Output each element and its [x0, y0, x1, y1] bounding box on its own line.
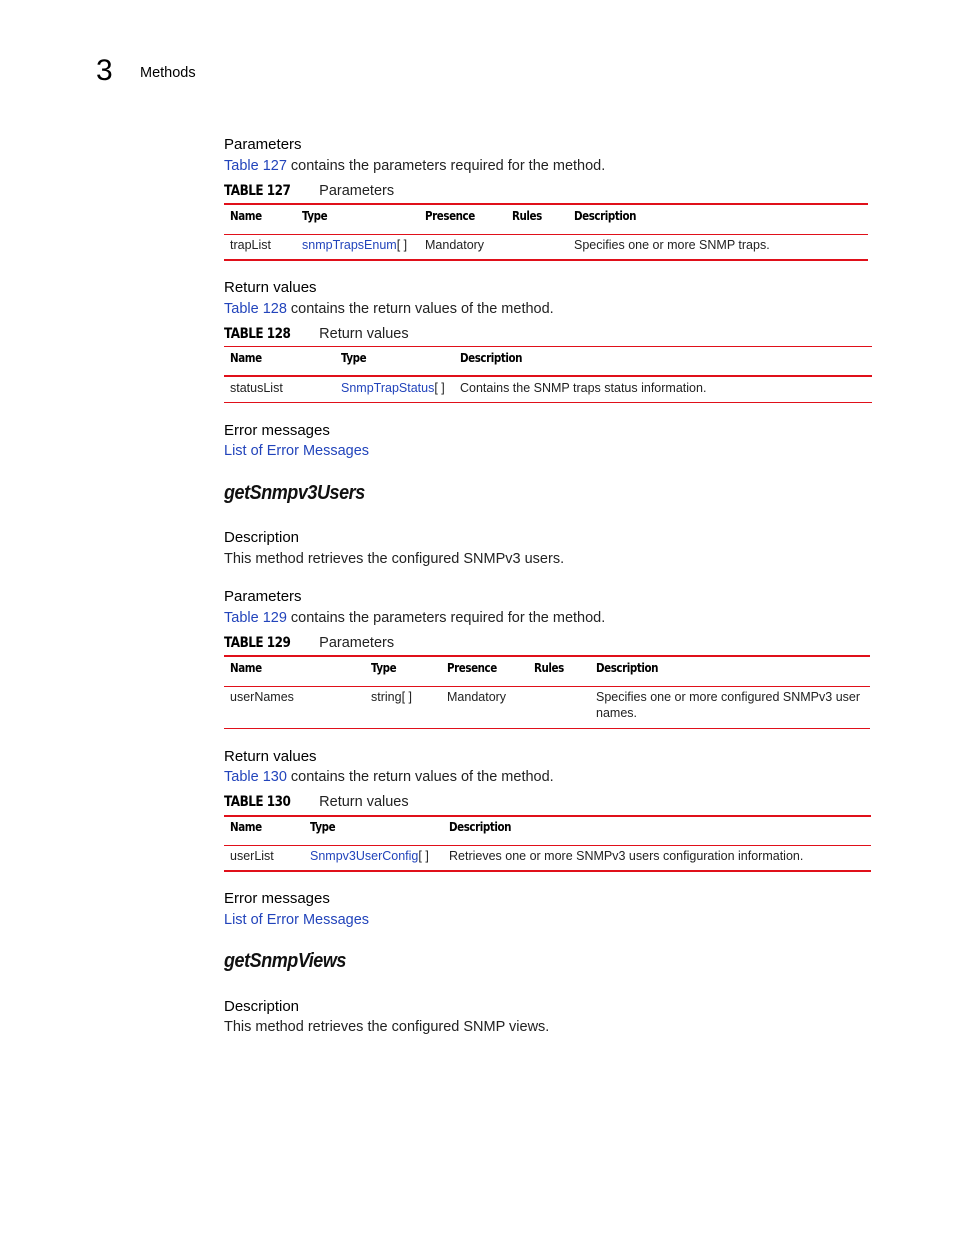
table-130 [224, 815, 871, 873]
table-cell-name: userList [230, 849, 274, 863]
table-cell-description-line-1: Specifies one or more configured SNMPv3 user [596, 690, 861, 704]
table-header-description: Description [596, 661, 659, 675]
return-values-intro: Table 130 contains the return values of the method. [224, 769, 554, 785]
table-cell-description-line-2: names. [596, 706, 637, 720]
table-cell-presence: Mandatory [425, 238, 485, 252]
table-header-description: Description [449, 820, 512, 834]
description-text: This method retrieves the configured SNMP views. [224, 1019, 550, 1035]
table-header-name: Name [230, 351, 262, 365]
error-messages-link[interactable]: List of Error Messages [224, 443, 370, 459]
snmptrapsenum-link[interactable]: snmpTrapsEnum [302, 238, 397, 252]
table-cell-type: SnmpTrapStatus[ ] [341, 381, 445, 395]
table-128-caption: TABLE 128 Return values [224, 326, 409, 342]
snmpv3userconfig-link[interactable]: Snmpv3UserConfig [310, 849, 419, 863]
table-header-description: Description [460, 351, 523, 365]
table-127 [224, 203, 868, 261]
table-cell-type: snmpTrapsEnum[ ] [302, 238, 408, 252]
table-127-caption: TABLE 127 Parameters [224, 183, 395, 199]
parameters-intro: Table 127 contains the parameters required for the method. [224, 158, 606, 174]
table-129-caption: TABLE 129 Parameters [224, 635, 395, 651]
table-header-type: Type [341, 351, 367, 365]
table-129-link[interactable]: Table 129 [224, 610, 287, 626]
chapter-title: Methods [140, 65, 196, 81]
table-cell-type: Snmpv3UserConfig[ ] [310, 849, 429, 863]
description-heading: Description [224, 529, 300, 546]
table-header-name: Name [230, 661, 262, 675]
error-messages-heading: Error messages [224, 890, 330, 907]
table-cell-name: trapList [230, 238, 271, 252]
table-130-link[interactable]: Table 130 [224, 769, 287, 785]
return-values-intro: Table 128 contains the return values of the method. [224, 301, 554, 317]
parameters-intro: Table 129 contains the parameters required for the method. [224, 610, 606, 626]
error-messages-link[interactable]: List of Error Messages [224, 912, 370, 928]
table-130-caption: TABLE 130 Return values [224, 794, 409, 810]
table-128 [224, 346, 872, 404]
table-cell-description: Retrieves one or more SNMPv3 users configuration information. [449, 849, 804, 863]
description-text: This method retrieves the configured SNMPv3 users. [224, 551, 565, 567]
return-values-heading: Return values [224, 748, 317, 765]
table-129 [224, 655, 870, 730]
description-heading: Description [224, 998, 300, 1015]
table-cell-description: Specifies one or more SNMP traps. [574, 238, 770, 252]
parameters-heading: Parameters [224, 136, 302, 153]
table-128-link[interactable]: Table 128 [224, 301, 287, 317]
table-127-link[interactable]: Table 127 [224, 158, 287, 174]
table-header-name: Name [230, 209, 262, 223]
table-header-type: Type [310, 820, 336, 834]
table-header-rules: Rules [534, 661, 564, 675]
table-header-description: Description [574, 209, 637, 223]
error-messages-heading: Error messages [224, 422, 330, 439]
return-values-heading: Return values [224, 279, 317, 296]
table-header-type: Type [371, 661, 397, 675]
table-header-name: Name [230, 820, 262, 834]
snmptrapstatus-link[interactable]: SnmpTrapStatus [341, 381, 435, 395]
method-title-getsnmpviews: getSnmpViews [224, 950, 346, 972]
table-header-presence: Presence [447, 661, 497, 675]
table-header-type: Type [302, 209, 328, 223]
parameters-heading: Parameters [224, 588, 302, 605]
table-cell-description: Contains the SNMP traps status information. [460, 381, 707, 395]
chapter-number: 3 [96, 54, 113, 87]
table-cell-name: userNames [230, 690, 294, 704]
table-header-presence: Presence [425, 209, 475, 223]
table-header-rules: Rules [512, 209, 542, 223]
method-title-getsnmpv3users: getSnmpv3Users [224, 482, 365, 504]
table-cell-name: statusList [230, 381, 283, 395]
table-cell-type: string[ ] [371, 690, 412, 704]
table-cell-presence: Mandatory [447, 690, 507, 704]
